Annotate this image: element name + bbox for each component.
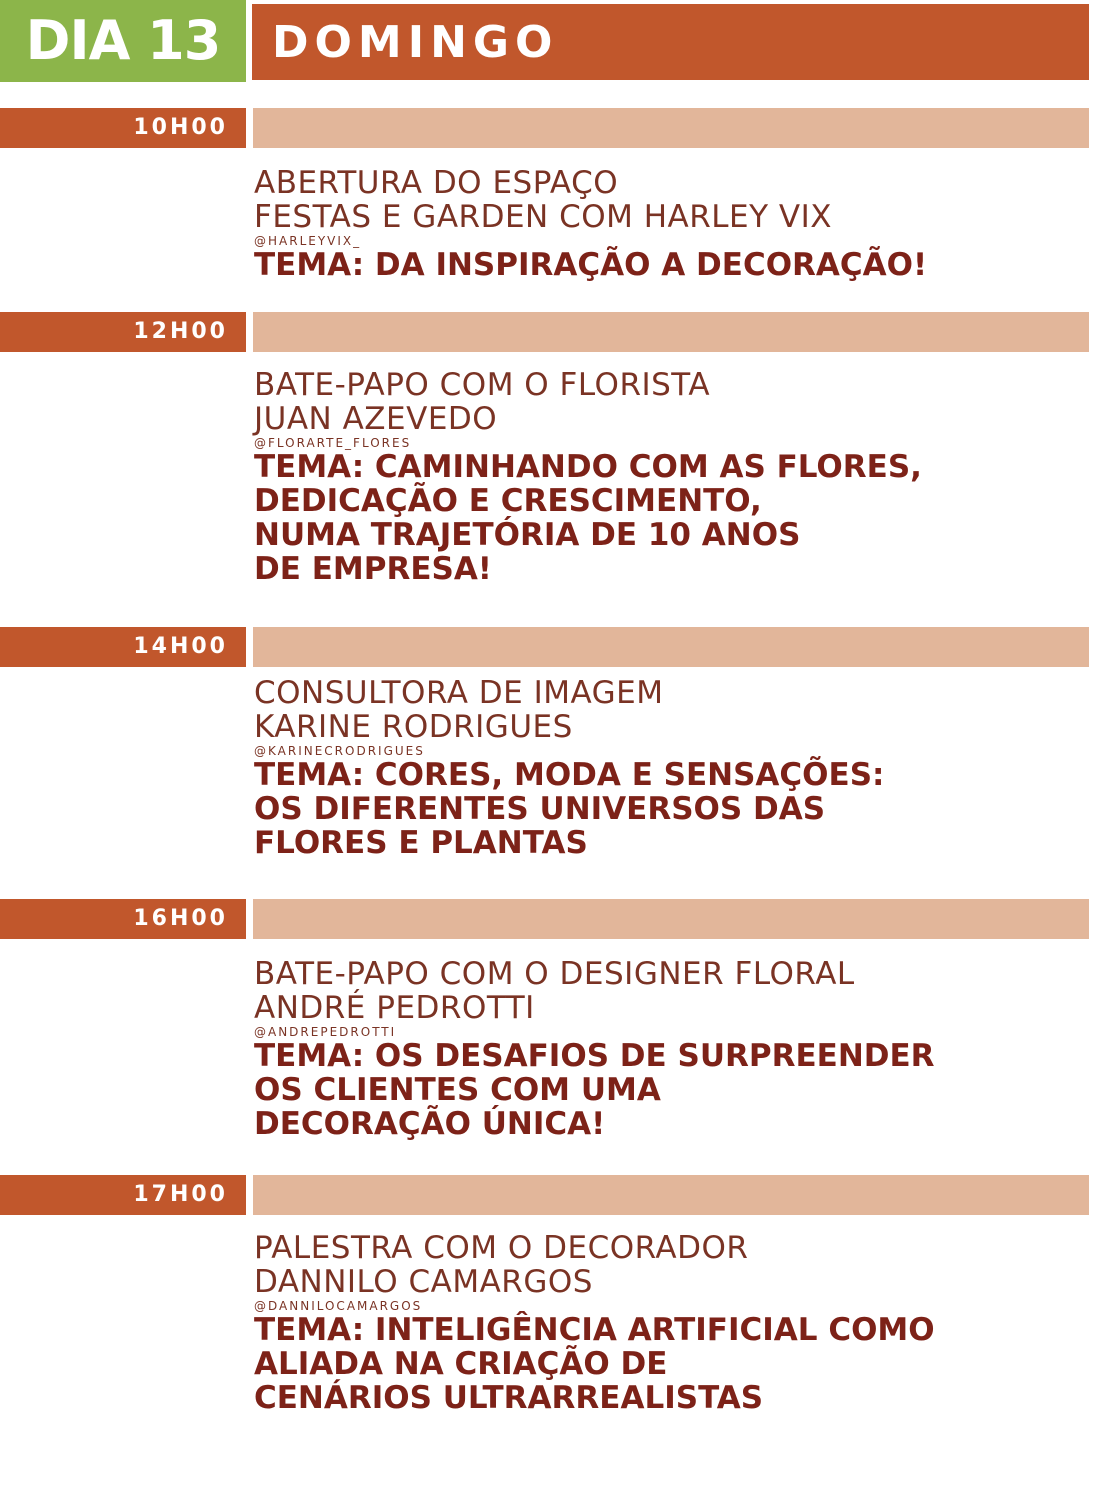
time-bar [253,627,1089,667]
event-theme-line: DE EMPRESA! [254,551,492,587]
event-title-line: DANNILO CAMARGOS [254,1264,593,1300]
time-bar [253,312,1089,352]
event-entry [254,1231,1084,1415]
event-entry [254,676,1084,860]
event-title-line: ABERTURA DO ESPAÇO [254,165,619,201]
event-title-line: BATE-PAPO COM O FLORISTA [254,367,711,403]
event-theme-line: NUMA TRAJETÓRIA DE 10 ANOS [254,517,801,553]
event-handle: @DANNILOCAMARGOS [254,1299,423,1313]
event-title-line: KARINE RODRIGUES [254,709,573,745]
event-theme-line: TEMA: INTELIGÊNCIA ARTIFICIAL COMO [254,1312,935,1348]
event-theme-line: DEDICAÇÃO E CRESCIMENTO, [254,483,762,519]
event-theme-line: FLORES E PLANTAS [254,825,588,861]
event-theme-line: TEMA: CORES, MODA E SENSAÇÕES: [254,757,885,793]
event-theme-line: CENÁRIOS ULTRARREALISTAS [254,1380,764,1416]
time-bar [253,899,1089,939]
event-entry [254,166,1084,282]
event-entry [254,368,1084,586]
time-bar [253,108,1089,148]
event-title-line: CONSULTORA DE IMAGEM [254,675,664,711]
event-theme-line: TEMA: OS DESAFIOS DE SURPREENDER [254,1038,935,1074]
time-label: 10H00 [0,108,246,148]
time-label: 14H00 [0,627,246,667]
time-label: 12H00 [0,312,246,352]
event-theme-line: TEMA: CAMINHANDO COM AS FLORES, [254,449,922,485]
time-bar [253,1175,1089,1215]
event-theme-line: TEMA: DA INSPIRAÇÃO A DECORAÇÃO! [254,247,928,283]
event-title-line: PALESTRA COM O DECORADOR [254,1230,749,1266]
event-theme-line: OS DIFERENTES UNIVERSOS DAS [254,791,826,827]
event-title-line: BATE-PAPO COM O DESIGNER FLORAL [254,956,855,992]
weekday-label: DOMINGO [252,4,1089,80]
event-handle: @FLORARTE_FLORES [254,436,412,450]
event-theme-line: ALIADA NA CRIAÇÃO DE [254,1346,668,1382]
event-entry [254,957,1084,1141]
time-label: 16H00 [0,899,246,939]
event-theme-line: OS CLIENTES COM UMA [254,1072,661,1108]
event-theme-line: DECORAÇÃO ÚNICA! [254,1106,606,1142]
event-title-line: JUAN AZEVEDO [254,401,498,437]
event-handle: @HARLEYVIX_ [254,234,362,248]
event-title-line: FESTAS E GARDEN COM HARLEY VIX [254,199,833,235]
event-handle: @ANDREPEDROTTI [254,1025,397,1039]
day-label: DIA 13 [0,0,246,82]
time-label: 17H00 [0,1175,246,1215]
event-title-line: ANDRÉ PEDROTTI [254,990,535,1026]
event-handle: @KARINECRODRIGUES [254,744,425,758]
